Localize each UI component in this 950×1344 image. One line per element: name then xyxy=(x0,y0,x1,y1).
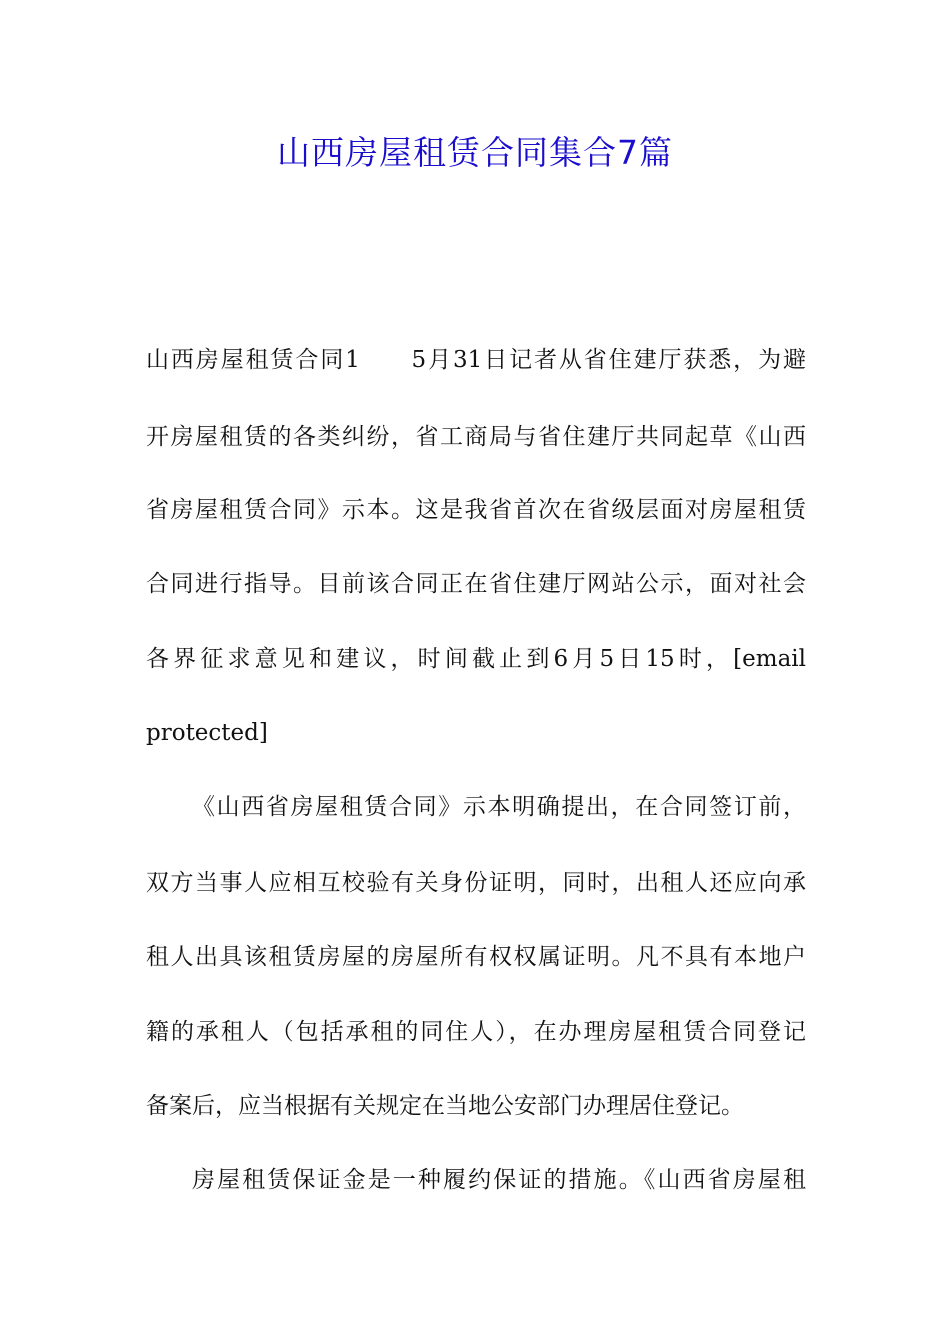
paragraph-2-line-1: 《山西省房屋租赁合同》示本明确提出，在合同签订前， xyxy=(192,794,806,820)
document-title: 山西房屋租赁合同集合7篇 xyxy=(277,133,673,172)
paragraph-3-line-1: 房屋租赁保证金是一种履约保证的措施。《山西省房屋租 xyxy=(192,1167,806,1193)
paragraph-1-line-1: 山西房屋租赁合同1 5月31日记者从省住建厅获悉，为避 xyxy=(146,347,806,373)
paragraph-2-line-3: 租人出具该租赁房屋的房屋所有权权属证明。凡不具有本地户 xyxy=(146,944,806,970)
paragraph-1-line-2: 开房屋租赁的各类纠纷，省工商局与省住建厅共同起草《山西 xyxy=(146,424,806,450)
paragraph-1-line-5: 各界征求意见和建议，时间截止到6月5日15时，[email xyxy=(146,646,806,672)
paragraph-2-line-4: 籍的承租人（包括承租的同住人），在办理房屋租赁合同登记 xyxy=(146,1019,806,1045)
paragraph-1-line-4: 合同进行指导。目前该合同正在省住建厅网站公示，面对社会 xyxy=(146,571,806,597)
paragraph-1-line-6: protected] xyxy=(146,720,268,746)
paragraph-2-line-5: 备案后，应当根据有关规定在当地公安部门办理居住登记。 xyxy=(146,1093,744,1119)
paragraph-1-line-3: 省房屋租赁合同》示本。这是我省首次在省级层面对房屋租赁 xyxy=(146,497,806,523)
paragraph-2-line-2: 双方当事人应相互校验有关身份证明，同时，出租人还应向承 xyxy=(146,870,806,896)
